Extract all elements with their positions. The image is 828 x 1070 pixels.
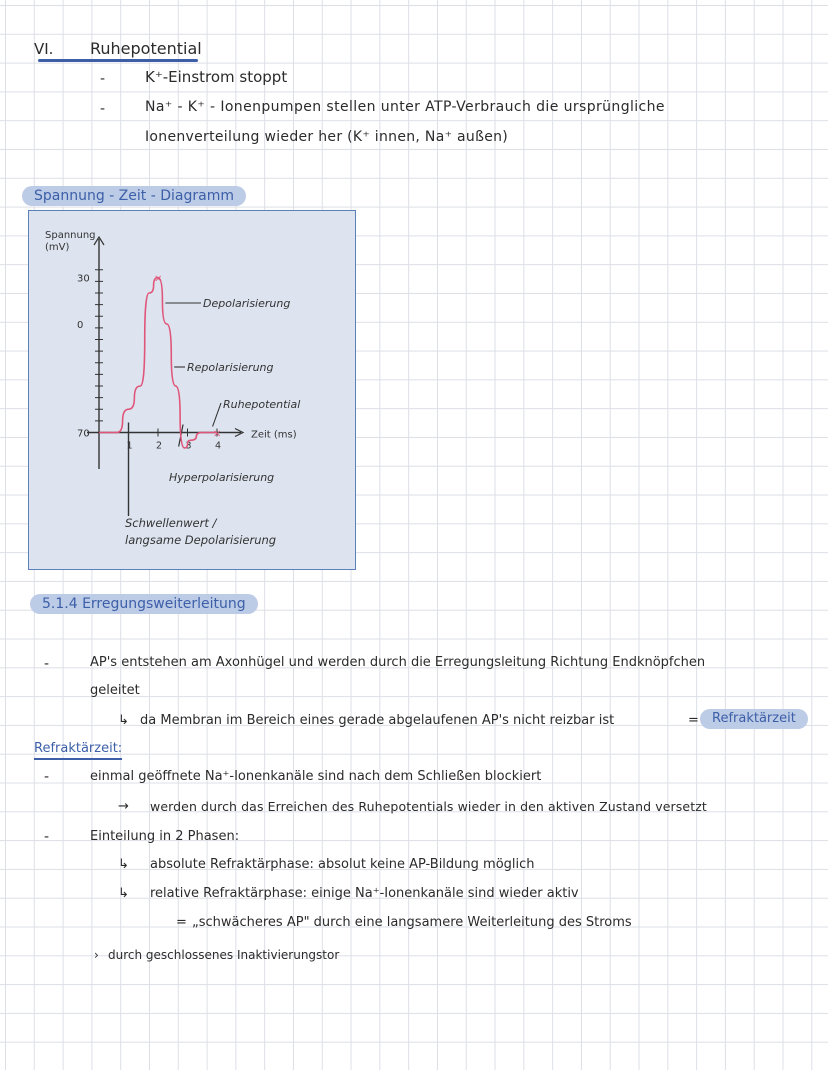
bullet-ionenpumpen-line1: Na⁺ - K⁺ - Ionenpumpen stellen unter ATP-Verbrauch die ursprüngliche — [145, 99, 665, 115]
bullet-dash: - — [44, 829, 50, 845]
bullet-dash: - — [100, 71, 106, 87]
end-marker: × — [213, 428, 222, 440]
peak-marker: × — [154, 273, 163, 285]
annotation-depolarisierung: Depolarisierung — [203, 297, 291, 310]
section-title: Ruhepotential — [90, 39, 202, 58]
arrow-icon: → — [118, 799, 129, 814]
annotation-ruhepotential: Ruhepotential — [223, 398, 301, 411]
chevron-icon: › — [94, 948, 99, 962]
ruhepot-leader — [213, 403, 221, 427]
diagram-heading: Spannung - Zeit - Diagramm — [22, 186, 246, 206]
title-underline — [38, 59, 198, 62]
r1-text: einmal geöffnete Na⁺-Ionenkanäle sind nach dem Schließen blockiert — [90, 769, 542, 784]
bullet-dash: - — [100, 101, 106, 117]
r2-relative: relative Refraktärphase: einige Na⁺-Ionenkanäle sind wieder aktiv — [150, 886, 579, 901]
bullet-ionenpumpen-line2: Ionenverteilung wieder her (K⁺ innen, Na⁺ außen) — [145, 129, 509, 145]
section2-heading: 5.1.4 Erregungsweiterleitung — [30, 594, 258, 614]
x-axis-label: Zeit (ms) — [251, 429, 297, 441]
p1-line2: geleitet — [90, 683, 140, 698]
y-tick-label: 70 — [77, 428, 90, 440]
x-tick-label: 2 — [156, 440, 163, 452]
diagram-panel — [28, 210, 356, 570]
r2-absolute: absolute Refraktärphase: absolut keine AP-Bildung möglich — [150, 857, 535, 872]
y-tick-label: 30 — [77, 273, 90, 285]
eq-sign: = — [176, 915, 187, 930]
p1-line1: AP's entstehen am Axonhügel und werden durch die Erregungsleitung Richtung Endknöpfchen — [90, 655, 706, 670]
annotation-schwellenwert: Schwellenwert / — [125, 516, 217, 530]
annotation-hyperpolarisierung: Hyperpolarisierung — [169, 471, 275, 484]
bullet-dot: - — [44, 656, 50, 672]
eq-sign: = — [688, 713, 699, 728]
y-axis-label: Spannung — [45, 230, 96, 241]
annotation-repolarisierung: Repolarisierung — [187, 361, 274, 374]
y-tick-label: 0 — [77, 320, 84, 331]
section-number: VI. — [34, 40, 54, 58]
y-axis-unit: (mV) — [45, 242, 70, 253]
r2-text: Einteilung in 2 Phasen: — [90, 829, 240, 844]
bullet-k-einstrom: K⁺-Einstrom stoppt — [145, 68, 288, 86]
r1-sub: werden durch das Erreichen des Ruhepotentials wieder in den aktiven Zustand versetzt — [150, 799, 707, 814]
refraktaerzeit-label: Refraktärzeit: — [34, 740, 122, 760]
x-tick-label: 4 — [215, 440, 222, 452]
p1-sub: da Membran im Bereich eines gerade abgelaufenen AP's nicht reizbar ist — [140, 713, 615, 728]
r3-text: durch geschlossenes Inaktivierungstor — [108, 948, 340, 962]
hook-icon: ↳ — [118, 886, 129, 901]
bullet-dash: - — [44, 769, 50, 785]
hook-icon: ↳ — [118, 857, 129, 872]
x-tick-label: 3 — [185, 440, 192, 452]
hook-icon: ↳ — [118, 713, 129, 728]
voltage-time-chart — [29, 211, 355, 569]
refraktaerzeit-tag: Refraktärzeit — [700, 709, 808, 729]
r2-relative-sub: „schwächeres AP" durch eine langsamere Weiterleitung des Stroms — [192, 915, 632, 930]
x-tick-label: 1 — [126, 440, 133, 452]
annotation-langsame-depol: langsame Depolarisierung — [125, 533, 277, 547]
